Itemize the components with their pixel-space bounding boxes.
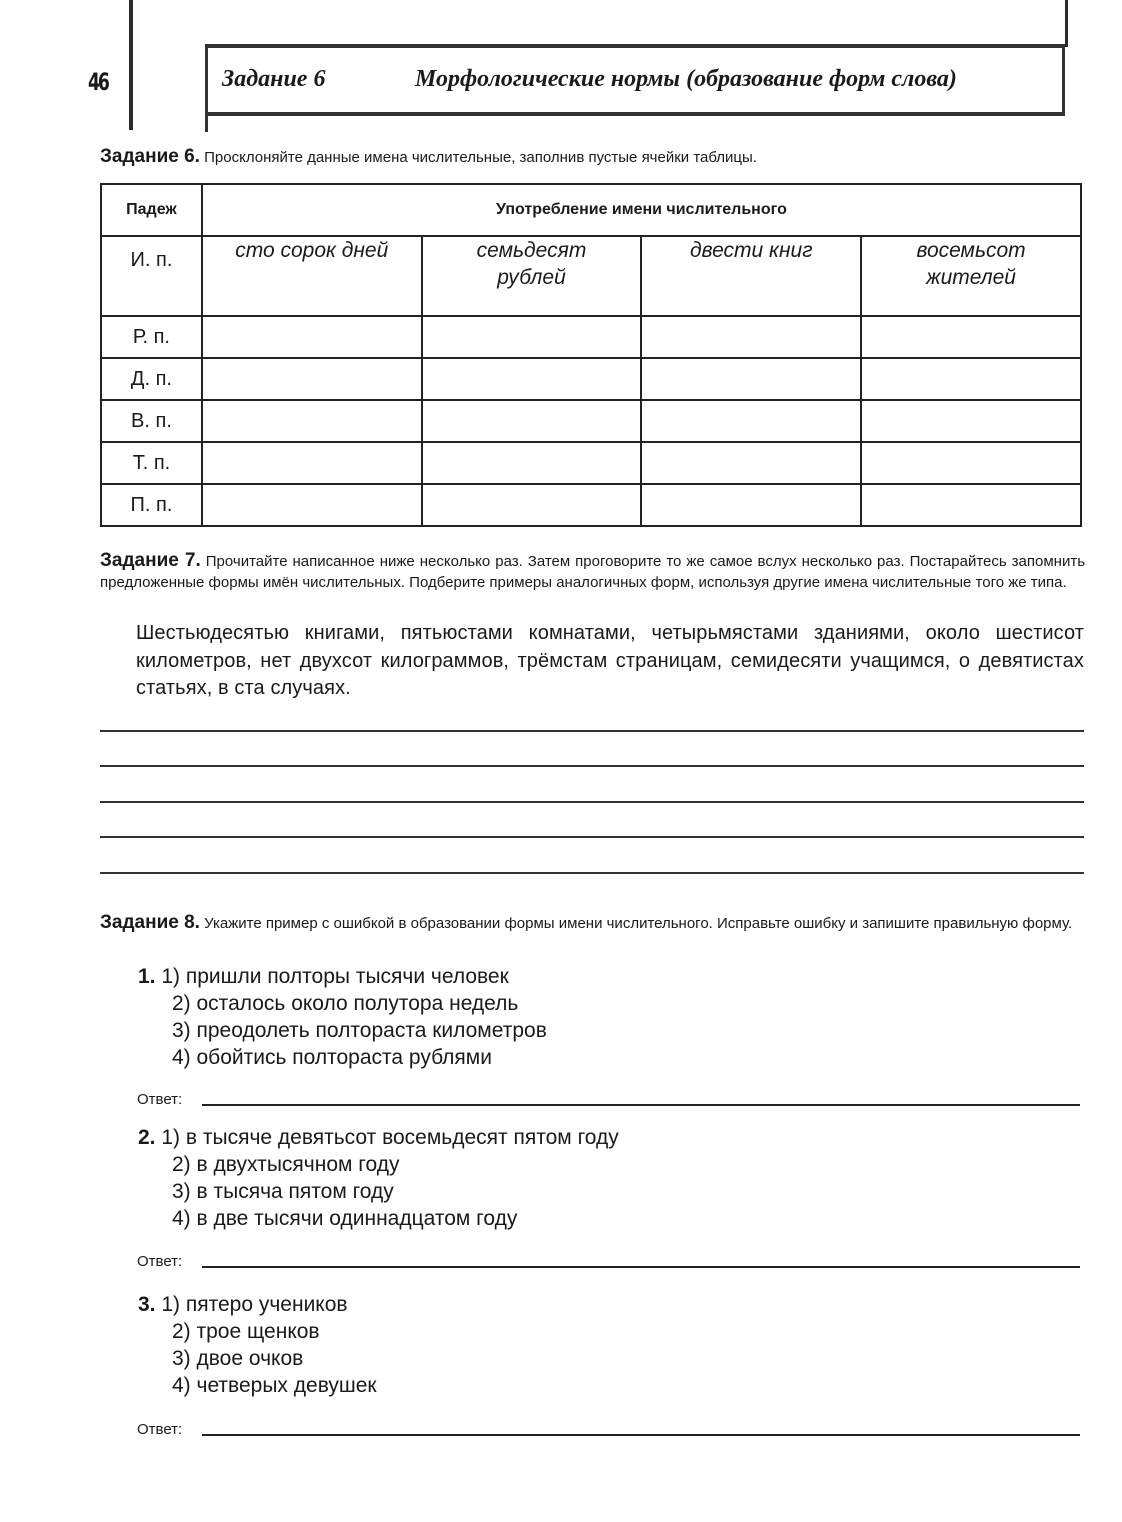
option: 4) обойтись полтораста рублями xyxy=(172,1046,492,1069)
task7-title: Задание 7. xyxy=(100,550,201,571)
answer-cell[interactable] xyxy=(641,316,861,358)
case-label: П. п. xyxy=(101,484,202,526)
option: 4) четверых девушек xyxy=(172,1374,377,1397)
numeral-cell: двести книг xyxy=(641,236,861,316)
task7-passage: Шестьюдесятью книгами, пятьюстами комнатами, четырьмястами зданиями, около шестисот километров, нет двухсот килограммов, трёмстам страницам, семидесяти учащимся, о девятистах статьях, в ста случаях. xyxy=(136,622,1084,699)
option: 1) пришли полторы тысячи человек xyxy=(161,965,509,988)
answer-cell[interactable] xyxy=(861,442,1081,484)
option: 2) осталось около полутора недель xyxy=(172,992,519,1015)
table-row xyxy=(101,400,1081,442)
answer-cell[interactable] xyxy=(641,358,861,400)
option: 2) в двухтысячном году xyxy=(172,1153,400,1176)
task7-heading xyxy=(100,550,1085,593)
answer-cell[interactable] xyxy=(202,358,422,400)
numeral-cell: сто сорок дней xyxy=(202,236,422,316)
answer-cell[interactable] xyxy=(861,484,1081,526)
top-frame-rule xyxy=(1065,0,1068,47)
writing-line[interactable] xyxy=(100,801,1084,803)
task6-title: Задание 6. xyxy=(100,146,200,167)
task6-instruction: Просклоняйте данные имена числительные, заполнив пустые ячейки таблицы. xyxy=(204,149,757,166)
case-column-header: Падеж xyxy=(101,184,202,236)
answer-cell[interactable] xyxy=(422,400,642,442)
answer-cell[interactable] xyxy=(422,484,642,526)
answer-cell[interactable] xyxy=(861,358,1081,400)
question-2 xyxy=(138,1124,619,1151)
header-task-label: Задание 6 xyxy=(222,66,326,92)
answer-cell[interactable] xyxy=(422,358,642,400)
answer-cell[interactable] xyxy=(861,316,1081,358)
option: 4) в две тысячи одиннадцатом году xyxy=(172,1207,518,1230)
table-row xyxy=(101,442,1081,484)
option: 3) в тысяча пятом году xyxy=(172,1180,394,1203)
declension-table xyxy=(100,183,1082,527)
usage-column-header: Употребление имени числительного xyxy=(202,184,1081,236)
question-number: 1. xyxy=(138,965,156,988)
writing-line[interactable] xyxy=(100,730,1084,732)
question-1 xyxy=(138,963,509,990)
case-label: Р. п. xyxy=(101,316,202,358)
answer-cell[interactable] xyxy=(861,400,1081,442)
answer-cell[interactable] xyxy=(202,484,422,526)
task6-heading xyxy=(100,146,1090,168)
option: 2) трое щенков xyxy=(172,1320,320,1343)
answer-label: Ответ: xyxy=(137,1421,183,1438)
writing-line[interactable] xyxy=(100,765,1084,767)
writing-line[interactable] xyxy=(100,836,1084,838)
header-topic: Морфологические нормы (образование форм слова) xyxy=(415,66,957,92)
case-label: Т. п. xyxy=(101,442,202,484)
answer-cell[interactable] xyxy=(641,442,861,484)
case-label: И. п. xyxy=(101,236,202,316)
case-label: Д. п. xyxy=(101,358,202,400)
answer-cell[interactable] xyxy=(202,442,422,484)
option: 3) двое очков xyxy=(172,1347,304,1370)
answer-cell[interactable] xyxy=(641,400,861,442)
question-3 xyxy=(138,1291,348,1318)
answer-line[interactable] xyxy=(202,1104,1080,1106)
table-row xyxy=(101,484,1081,526)
table-row xyxy=(101,358,1081,400)
answer-cell[interactable] xyxy=(641,484,861,526)
answer-cell[interactable] xyxy=(422,316,642,358)
answer-label: Ответ: xyxy=(137,1253,183,1270)
question-number: 3. xyxy=(138,1293,156,1316)
margin-rule xyxy=(129,0,133,130)
question-number: 2. xyxy=(138,1126,156,1149)
answer-line[interactable] xyxy=(202,1266,1080,1268)
answer-cell[interactable] xyxy=(202,316,422,358)
option: 3) преодолеть полтораста километров xyxy=(172,1019,547,1042)
table-row xyxy=(101,236,1081,316)
header-box-tail xyxy=(205,116,208,132)
numeral-cell: семьдесят рублей xyxy=(422,236,642,316)
answer-label: Ответ: xyxy=(137,1091,183,1108)
answer-cell[interactable] xyxy=(422,442,642,484)
table-row xyxy=(101,316,1081,358)
task8-heading xyxy=(100,912,1085,934)
page-number: 46 xyxy=(88,68,108,96)
task7-instruction: Прочитайте написанное ниже несколько раз. Затем проговорите то же самое вслух несколько раз. Постарайтесь запомнить предложенные формы имён числительных. Подберите примеры аналогичных форм, используя другие имена числительные того же типа. xyxy=(100,553,1086,591)
task8-title: Задание 8. xyxy=(100,912,200,933)
option: 1) в тысяче девятьсот восемьдесят пятом году xyxy=(161,1126,619,1149)
answer-cell[interactable] xyxy=(202,400,422,442)
numeral-cell: восемьсот жителей xyxy=(861,236,1081,316)
writing-line[interactable] xyxy=(100,872,1084,874)
task8-instruction: Укажите пример с ошибкой в образовании формы имени числительного. Исправьте ошибку и запишите правильную форму. xyxy=(204,915,1073,932)
answer-line[interactable] xyxy=(202,1434,1080,1436)
option: 1) пятеро учеников xyxy=(161,1293,348,1316)
case-label: В. п. xyxy=(101,400,202,442)
